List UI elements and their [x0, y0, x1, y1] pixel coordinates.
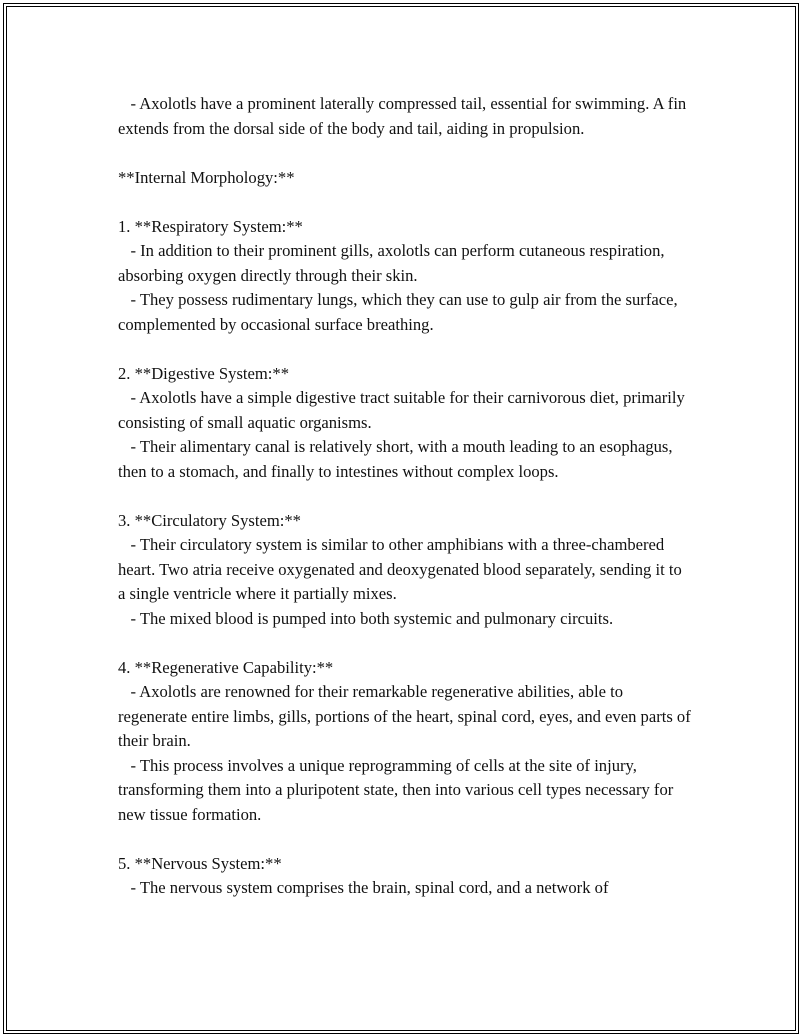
paragraph-spacer	[118, 190, 693, 215]
document-body	[118, 92, 693, 901]
numbered-heading: 4. **Regenerative Capability:**	[118, 657, 334, 677]
bullet-paragraph: - In addition to their prominent gills, axolotls can perform cutaneous respiration, absorbing oxygen directly through their skin.	[118, 241, 669, 285]
paragraph-spacer	[118, 484, 693, 509]
numbered-heading: 2. **Digestive System:**	[118, 363, 290, 383]
numbered-heading: 5. **Nervous System:**	[118, 853, 282, 873]
paragraph-spacer	[118, 827, 693, 852]
bullet-paragraph: - This process involves a unique reprogramming of cells at the site of injury, transforming them into a pluripotent state, then into various cell types necessary for new tissue formation.	[118, 755, 678, 824]
numbered-heading: 1. **Respiratory System:**	[118, 216, 303, 236]
numbered-heading: 3. **Circulatory System:**	[118, 510, 301, 530]
bullet-paragraph: - The nervous system comprises the brain, spinal cord, and a network of	[118, 878, 609, 897]
bullet-paragraph: - The mixed blood is pumped into both systemic and pulmonary circuits.	[118, 608, 614, 628]
bullet-paragraph: - They possess rudimentary lungs, which they can use to gulp air from the surface, complemented by occasional surface breathing.	[118, 290, 682, 334]
bullet-paragraph: - Axolotls are renowned for their remarkable regenerative abilities, able to regenerate entire limbs, gills, portions of the heart, spinal cord, eyes, and even parts of their brain.	[118, 682, 695, 750]
section-heading: **Internal Morphology:**	[118, 167, 295, 187]
paragraph-spacer	[118, 337, 693, 362]
bullet-paragraph: - Their alimentary canal is relatively short, with a mouth leading to an esophagus, then to a stomach, and finally to intestines without complex loops.	[118, 437, 677, 481]
paragraph-spacer	[118, 631, 693, 656]
bullet-paragraph: - Axolotls have a prominent laterally compressed tail, essential for swimming. A fin extends from the dorsal side of the body and tail, aiding in propulsion.	[118, 94, 691, 138]
bullet-paragraph: - Axolotls have a simple digestive tract suitable for their carnivorous diet, primarily consisting of small aquatic organisms.	[118, 388, 689, 432]
paragraph-spacer	[118, 141, 693, 166]
bullet-paragraph: - Their circulatory system is similar to other amphibians with a three-chambered heart. Two atria receive oxygenated and deoxygenated blood separately, sending it to a single ventricle where it partially mixes.	[118, 535, 686, 603]
